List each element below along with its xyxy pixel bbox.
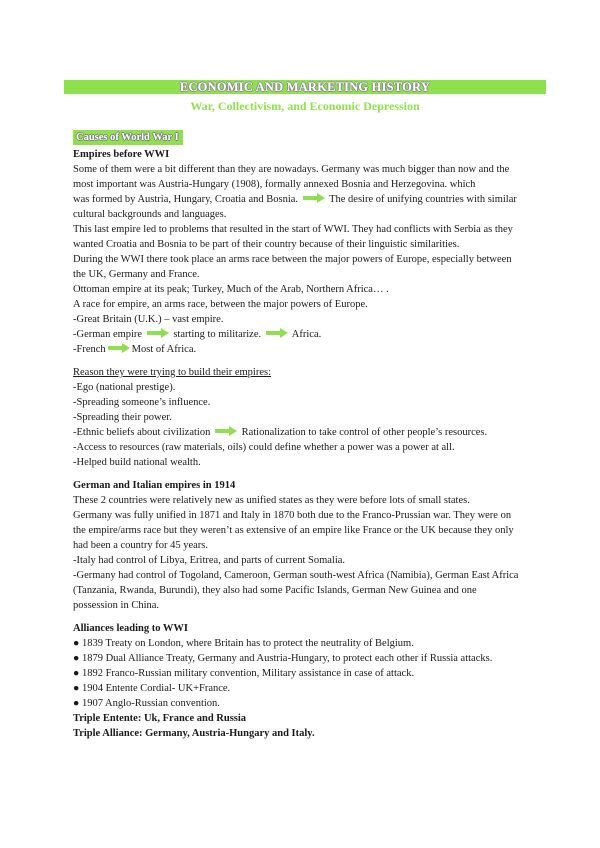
- german-empire-label: -German empire: [73, 329, 143, 340]
- empires-paragraph-2-end: The desire of unifying countries with similar cultural backgrounds and languages.: [73, 194, 517, 220]
- right-arrow-icon: [108, 343, 130, 353]
- german-empire-militarize: starting to militarize.: [173, 329, 262, 340]
- empires-paragraph-6: A race for empire, an arms race, between the major powers of Europe.: [73, 299, 368, 310]
- french-line: [73, 342, 523, 357]
- french-label: -French: [73, 344, 106, 355]
- right-arrow-icon: [215, 426, 237, 436]
- reason-item-ethnic: [73, 425, 523, 440]
- reason-item: -Ego (national prestige).: [73, 382, 176, 393]
- german-italian-paragraph-4: -Germany had control of Togoland, Cameroon, German south-west Africa (Namibia), German East Africa (Tanzania, Rwanda, Burundi), they also had some Pacific Islands, German New Guinea and one possession in China.: [73, 570, 519, 611]
- empires-paragraph-3: This last empire led to problems that resulted in the start of WWI. They had conflicts with Serbia as they wanted Croatia and Bosnia to be part of their country because of their linguistic similarities.: [73, 224, 513, 250]
- triple-alliance: Triple Alliance: Germany, Austria-Hungary and Italy.: [73, 728, 315, 739]
- alliance-item: ● 1879 Dual Alliance Treaty, Germany and Austria-Hungary, to protect each other if Russia attacks.: [73, 653, 493, 664]
- right-arrow-icon: [147, 328, 169, 338]
- german-italian-paragraph-3: -Italy had control of Libya, Eritrea, and parts of current Somalia.: [73, 555, 346, 566]
- reason-item: -Spreading their power.: [73, 412, 172, 423]
- german-empire-line: [73, 327, 523, 342]
- empires-paragraph-2-start: was formed by Austria, Hungary, Croatia and Bosnia.: [73, 194, 299, 205]
- right-arrow-icon: [266, 328, 288, 338]
- alliance-item: ● 1904 Entente Cordial- UK+France.: [73, 683, 231, 694]
- german-italian-heading: German and Italian empires in 1914: [73, 480, 236, 491]
- empires-paragraph-4: During the WWI there took place an arms race between the major powers of Europe, especially between the UK, Germany and France.: [73, 254, 512, 280]
- page-title: ECONOMIC AND MARKETING HISTORY: [179, 80, 431, 94]
- empires-paragraph-5: Ottoman empire at its peak; Turkey, Much of the Arab, Northern Africa… .: [73, 284, 389, 295]
- german-italian-paragraph-1: These 2 countries were relatively new as unified states as they were before lots of small states.: [73, 495, 470, 506]
- great-britain-line: -Great Britain (U.K.) – vast empire.: [73, 314, 224, 325]
- german-empire-africa: Africa.: [291, 329, 322, 340]
- empires-paragraph-1: Some of them were a bit different than they are nowadays. Germany was much bigger than now and the most important was Austria-Hungary (1908), formally annexed Bosnia and Herzegovina. which: [73, 164, 510, 190]
- empires-paragraph-2: [73, 192, 523, 222]
- ethnic-rationalization: Rationalization to take control of other people’s resources.: [241, 427, 488, 438]
- document-body: [73, 130, 523, 741]
- german-italian-paragraph-2: Germany was fully unified in 1871 and Italy in 1870 both due to the Franco-Prussian war. They were on the empire/arms race but they weren’t as extensive of an empire like France or the UK because they only had been a country for 45 years.: [73, 510, 514, 551]
- alliances-heading: Alliances leading to WWI: [73, 623, 189, 634]
- triple-entente: Triple Entente: Uk, France and Russia: [73, 713, 247, 724]
- alliance-item: ● 1839 Treaty on London, where Britain has to protect the neutrality of Belgium.: [73, 638, 414, 649]
- page-subtitle: War, Collectivism, and Economic Depression: [190, 99, 420, 113]
- section-label: Causes of World War I: [73, 130, 183, 145]
- title-banner: [64, 80, 546, 94]
- alliance-item: ● 1892 Franco-Russian military convention, Military assistance in case of attack.: [73, 668, 415, 679]
- reason-item: -Spreading someone’s influence.: [73, 397, 211, 408]
- reasons-heading: Reason they were trying to build their empires:: [73, 367, 271, 378]
- french-africa: Most of Africa.: [131, 344, 197, 355]
- reason-item: -Helped build national wealth.: [73, 457, 201, 468]
- ethnic-label: -Ethnic beliefs about civilization: [73, 427, 211, 438]
- alliance-item: ● 1907 Anglo-Russian convention.: [73, 698, 220, 709]
- empires-heading: Empires before WWI: [73, 149, 170, 160]
- right-arrow-icon: [303, 193, 325, 203]
- reason-item: -Access to resources (raw materials, oils) could define whether a power was a power at all.: [73, 442, 455, 453]
